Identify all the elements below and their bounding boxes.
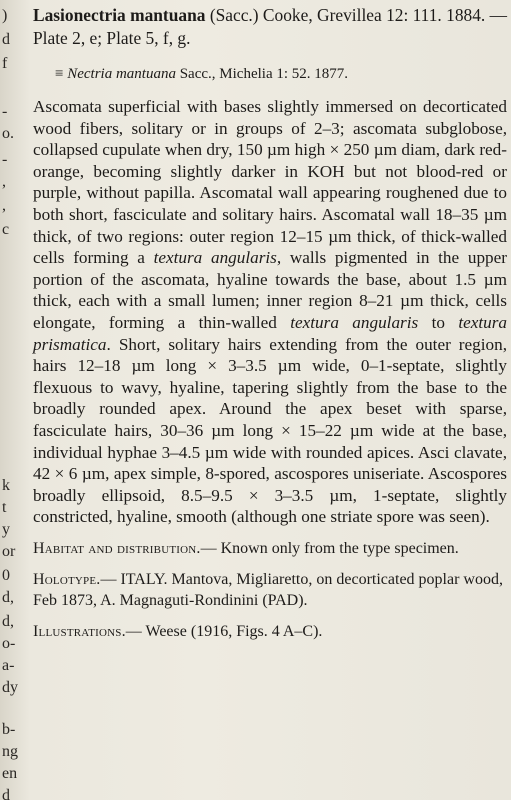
synonym-symbol: ≡ — [55, 66, 68, 82]
gutter-char: - — [2, 103, 8, 120]
gutter-char: ) — [2, 7, 8, 24]
synonym-name: Nectria mantuana — [67, 66, 176, 82]
species-heading — [33, 4, 507, 50]
description-italic: textura angularis — [153, 248, 277, 268]
gutter-char: or — [2, 543, 16, 560]
description-text: . Short, solitary hairs extending from the outer region, hairs 12–18 µm long × 3–3.5 µm wide, 0–1-septate, slightly flexuous to wavy, hyaline, tapering slightly from the base to the broadly rounded apex. Around the apex beset with sparse, fasciculate hairs, 30–36 µm long × 15–22 µm wide at the base, individual hyphae 3–4.5 µm wide with rounded apices. Asci clavate, 42 × 6 µm, apex simple, 8-spored, ascospores uniseriate. Ascospores broadly ellipsoid, 8.5–9.5 × 3–3.5 µm, 1-septate, slightly constricted, hyaline, smooth (although one striate spore was seen). — [33, 334, 507, 527]
gutter-char: t — [2, 499, 7, 516]
gutter-char: , — [2, 197, 6, 214]
species-authority: (Sacc.) Cooke, Grevillea 12: 111. 1884. — Plate 2, e; Plate 5, f, g. — [33, 5, 507, 48]
gutter-char: d, — [2, 589, 14, 606]
habitat-label: Habitat and distribution. — [33, 539, 201, 557]
gutter-char: 0 — [2, 567, 10, 584]
gutter-char: ng — [2, 743, 18, 760]
illustrations-text: — Weese (1916, Figs. 4 A–C). — [125, 622, 323, 640]
gutter-char: d — [2, 31, 10, 48]
gutter-char: a- — [2, 657, 15, 674]
habitat-text: — Known only from the type specimen. — [200, 539, 459, 557]
description-text: to — [418, 312, 459, 332]
holotype-label: Holotype. — [33, 570, 101, 588]
gutter-char: o. — [2, 125, 14, 142]
gutter-char: c — [2, 221, 10, 238]
habitat-section — [33, 538, 507, 559]
gutter-char: d, — [2, 613, 14, 630]
gutter-char: - — [2, 151, 8, 168]
description-italic: textura prismatica — [33, 312, 507, 354]
gutter-char: k — [2, 477, 10, 494]
gutter-char: f — [2, 55, 8, 72]
synonym-citation: Sacc., Michelia 1: 52. 1877. — [175, 66, 349, 82]
species-name: Lasionectria mantuana — [33, 5, 206, 25]
illustrations-label: Illustrations. — [33, 622, 126, 640]
illustrations-section — [33, 621, 507, 642]
gutter-char: y — [2, 521, 10, 538]
synonym-line — [55, 64, 507, 84]
gutter-char: dy — [2, 679, 18, 696]
holotype-text: — ITALY. Mantova, Migliaretto, on decorticated poplar wood, Feb 1873, A. Magnaguti-Rondinini (PAD). — [33, 570, 503, 609]
holotype-section — [33, 569, 507, 611]
gutter-char: en — [2, 765, 18, 782]
gutter-char: d — [2, 787, 10, 800]
gutter-char: , — [2, 173, 6, 190]
species-entry — [33, 4, 507, 642]
description-text: Ascomata superficial with bases slightly immersed on decorticated wood fibers, solitary or in groups of 2–3; ascomata subglobose, collapsed cupulate when dry, 150 µm high × 250 µm diam, dark red-orange, becoming slightly darker in KOH but not blood-red or purple, without papilla. Ascomatal wall appearing roughened due to both short, fasciculate and solitary hairs. Ascomatal wall 18–35 µm thick, of two regions: outer region 12–15 µm thick, of thick-walled cells forming a — [33, 97, 507, 268]
previous-column-fragment — [0, 0, 22, 800]
gutter-char: o- — [2, 635, 16, 652]
description-italic: textura angularis — [290, 312, 419, 332]
species-description — [33, 96, 507, 528]
description-text: , walls pigmented in the upper portion of the ascomata, hyaline towards the base, about 1.5 µm thick, each with a small lumen; inner region 8–21 µm thick, cells elongate, forming a thin-walled — [33, 248, 507, 332]
gutter-char: b- — [2, 721, 16, 738]
